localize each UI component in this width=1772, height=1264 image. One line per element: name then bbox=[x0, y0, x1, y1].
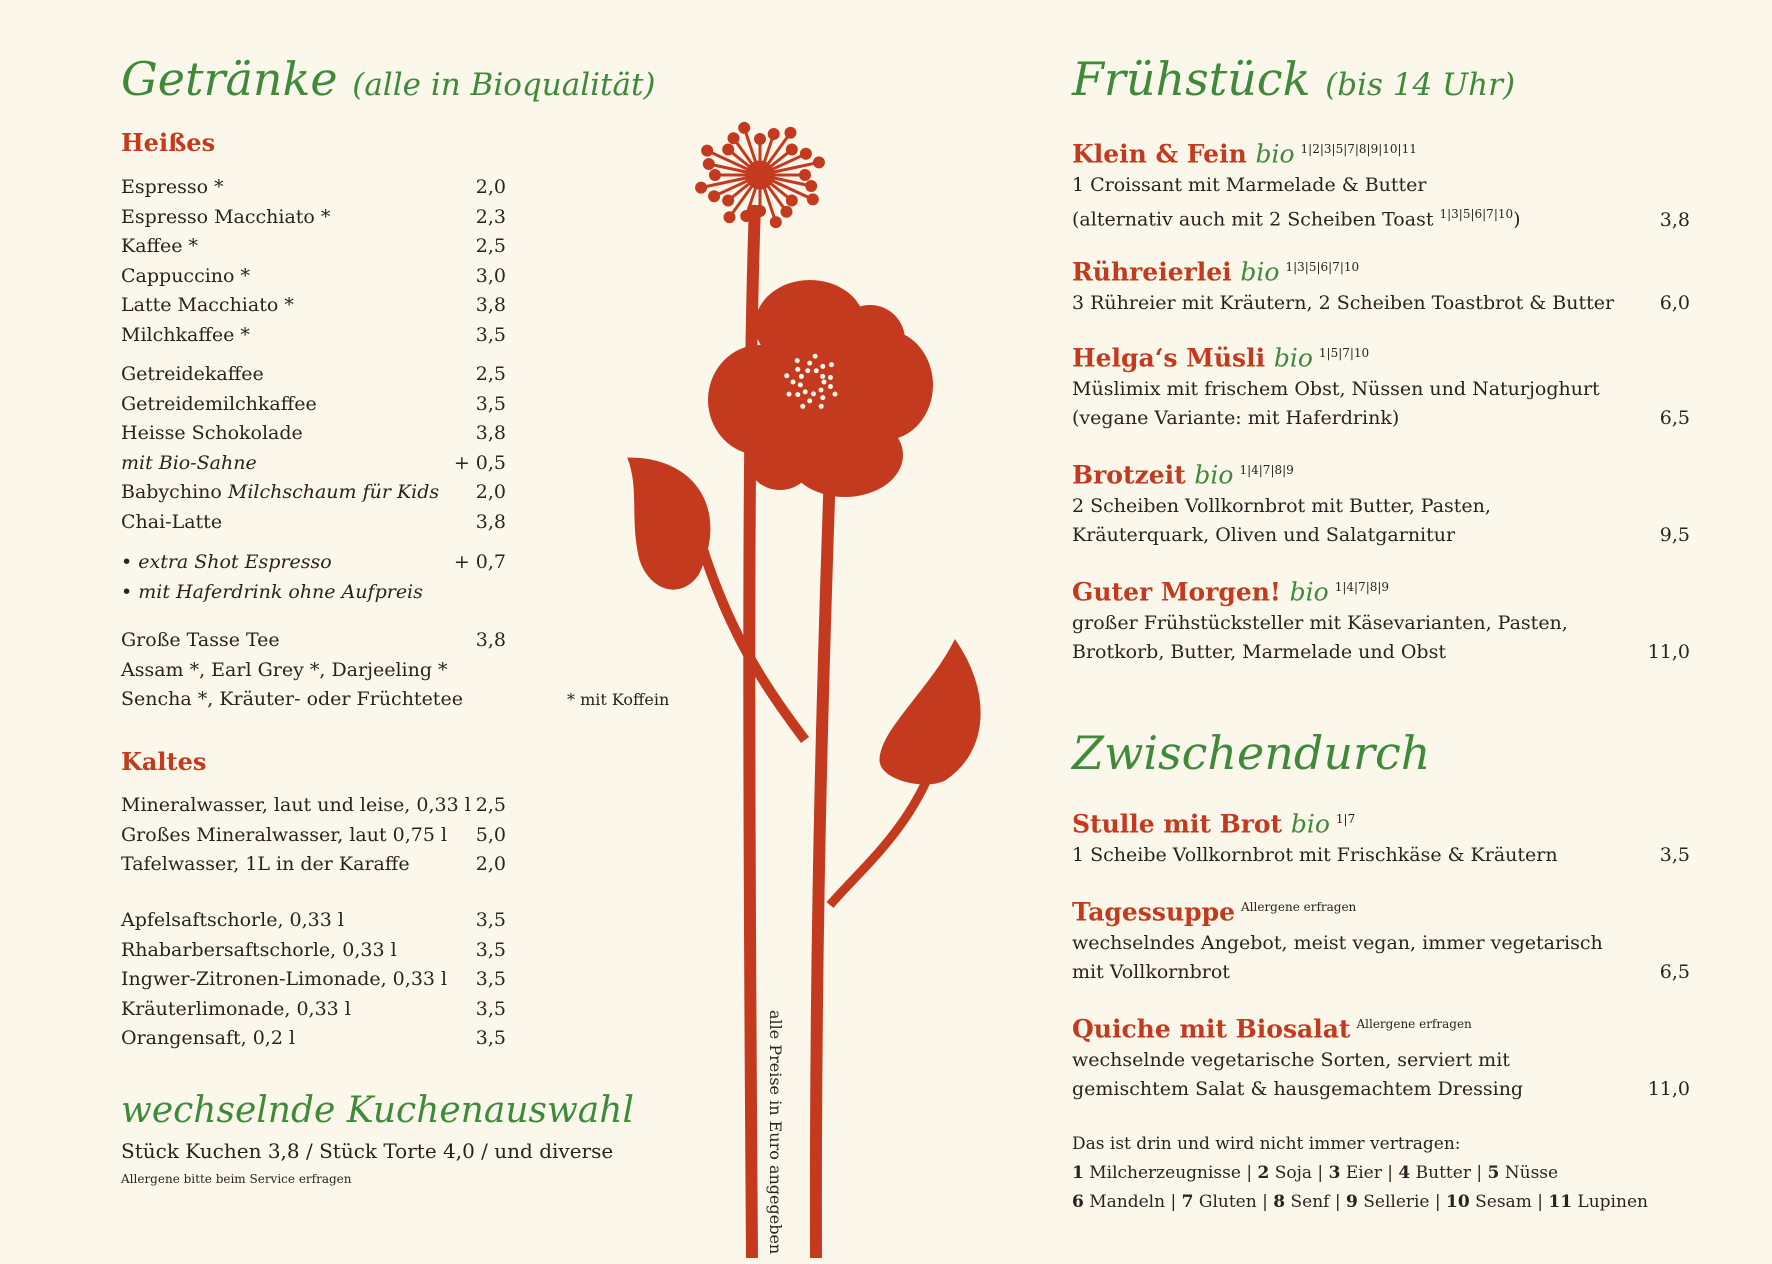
menu-item-title bbox=[1072, 1007, 1690, 1046]
menu-item-desc: 1 Croissant mit Marmelade & Butter bbox=[1072, 174, 1427, 197]
allergen-heading: Das ist drin und wird nicht immer vertragen: bbox=[1072, 1134, 1461, 1154]
menu-item-name: Helga‘s Müsli bbox=[1072, 343, 1266, 373]
menu-item-desc: Kräuterquark, Oliven und Salatgarnitur bbox=[1072, 524, 1456, 547]
drink-row bbox=[121, 850, 506, 878]
bio-label: bio bbox=[1289, 577, 1329, 607]
drink-price: 2,5 bbox=[475, 794, 506, 816]
bio-label: bio bbox=[1255, 139, 1295, 169]
drink-row bbox=[121, 791, 506, 819]
drink-price: 3,5 bbox=[475, 968, 506, 990]
drink-row bbox=[121, 449, 506, 477]
allergen-codes: 1|7 bbox=[1335, 812, 1356, 826]
allergen-sep: | bbox=[1429, 1192, 1447, 1212]
allergen-codes: Allergene erfragen bbox=[1241, 900, 1357, 914]
drink-name: Getreidekaffee bbox=[121, 363, 264, 385]
drink-name: Orangensaft, 0,2 l bbox=[121, 1027, 296, 1049]
allergen-codes: 1|4|7|8|9 bbox=[1239, 463, 1294, 477]
drink-row bbox=[121, 321, 506, 349]
drink-name: Heisse Schokolade bbox=[121, 422, 303, 444]
drink-row bbox=[121, 548, 506, 576]
flower-center-dot bbox=[828, 384, 833, 389]
menu-item-title bbox=[1072, 570, 1690, 609]
allergen-codes: 1|4|7|8|9 bbox=[1334, 580, 1390, 594]
allergen-num: 3 bbox=[1328, 1163, 1341, 1183]
breakfast-title-sub: (bis 14 Uhr) bbox=[1325, 67, 1516, 103]
drink-row bbox=[121, 360, 506, 388]
breakfast-title-text: Frühstück bbox=[1072, 52, 1311, 106]
drink-row bbox=[121, 232, 506, 260]
drink-price: 3,0 bbox=[475, 264, 506, 287]
drink-row bbox=[121, 936, 506, 964]
menu-item-desc: (vegane Variante: mit Haferdrink) bbox=[1072, 407, 1400, 430]
menu-item-price: 9,5 bbox=[1659, 524, 1690, 547]
drink-row bbox=[121, 173, 506, 201]
dandelion-seed bbox=[787, 145, 796, 154]
bio-label: bio bbox=[1240, 257, 1280, 287]
dandelion-seed bbox=[742, 211, 751, 220]
drink-name: Kaffee * bbox=[121, 235, 199, 257]
drink-price: 3,8 bbox=[475, 510, 506, 533]
drink-price: 3,5 bbox=[475, 1027, 506, 1049]
drink-row bbox=[121, 478, 506, 506]
flower-center-dot bbox=[833, 392, 838, 397]
allergen-name: Lupinen bbox=[1572, 1192, 1648, 1212]
dandelion-seed bbox=[769, 130, 778, 139]
dandelion-seed bbox=[771, 218, 780, 227]
allergen-name: Gluten bbox=[1193, 1192, 1257, 1212]
allergen-sep: | bbox=[1165, 1192, 1182, 1212]
menu-item-name: Klein & Fein bbox=[1072, 139, 1247, 169]
allergen-num: 1 bbox=[1072, 1163, 1084, 1183]
drink-row bbox=[121, 906, 506, 934]
drink-row bbox=[121, 508, 506, 536]
allergen-num: 9 bbox=[1345, 1192, 1358, 1212]
allergen-codes: 1|2|3|5|7|8|9|10|11 bbox=[1300, 142, 1417, 156]
drink-name: Ingwer-Zitronen-Limonade, 0,33 l bbox=[121, 968, 448, 990]
drink-price: 3,5 bbox=[475, 909, 506, 931]
menu-item-desc: 2 Scheiben Vollkornbrot mit Butter, Pasten, bbox=[1072, 495, 1491, 518]
menu-item-desc: gemischtem Salat & hausgemachtem Dressing bbox=[1072, 1078, 1524, 1101]
allergen-codes: 1|3|5|6|7|10 bbox=[1285, 260, 1360, 274]
flower-center-dot bbox=[814, 368, 819, 373]
dandelion-seed bbox=[756, 135, 765, 144]
menu-item-name: Quiche mit Biosalat bbox=[1072, 1014, 1351, 1044]
menu-item-title bbox=[1072, 132, 1690, 171]
flower-center-dot bbox=[795, 358, 800, 363]
dandelion-seed bbox=[801, 171, 810, 180]
flower-center-dot bbox=[820, 364, 825, 369]
drink-row bbox=[121, 578, 506, 606]
drink-price: + 0,5 bbox=[453, 451, 506, 474]
menu-item-desc: Müslimix mit frischem Obst, Nüssen und Naturjoghurt bbox=[1072, 378, 1600, 401]
flower-center-dot bbox=[805, 368, 810, 373]
menu-item-name: Rühreierlei bbox=[1072, 257, 1232, 287]
dandelion-seed bbox=[703, 146, 712, 155]
allergen-sep: | bbox=[1240, 1163, 1258, 1183]
drink-name: Großes Mineralwasser, laut 0,75 l bbox=[121, 823, 448, 846]
drink-row bbox=[121, 995, 506, 1023]
snack-title: Zwischendurch bbox=[1072, 726, 1431, 780]
dandelion-seed bbox=[814, 158, 823, 167]
allergen-codes: Allergene erfragen bbox=[1356, 1017, 1472, 1031]
flower-center-dot bbox=[811, 391, 816, 396]
menu-item bbox=[1072, 802, 1690, 870]
drink-row bbox=[121, 626, 506, 654]
menu-item bbox=[1072, 453, 1690, 550]
price-note: alle Preise in Euro angegeben bbox=[766, 1010, 785, 1255]
drink-price: 3,5 bbox=[475, 997, 506, 1020]
flower-center-dot bbox=[803, 389, 808, 394]
flower-center-dot bbox=[800, 404, 805, 409]
menu-item-desc: Brotkorb, Butter, Marmelade und Obst bbox=[1072, 641, 1446, 664]
drink-row bbox=[121, 291, 506, 319]
flower-center-dot bbox=[818, 387, 823, 392]
drink-price: 3,5 bbox=[475, 392, 506, 415]
allergen-sep: | bbox=[1329, 1192, 1346, 1212]
dandelion-seed bbox=[704, 160, 713, 169]
flower-center-dot bbox=[819, 404, 824, 409]
drink-name: Apfelsaftschorle, 0,33 l bbox=[121, 909, 344, 931]
allergen-sep: | bbox=[1312, 1163, 1329, 1183]
drink-name: Milchkaffee * bbox=[121, 323, 250, 346]
allergen-num: 11 bbox=[1548, 1192, 1573, 1212]
allergen-num: 6 bbox=[1072, 1192, 1084, 1212]
menu-item-title bbox=[1072, 802, 1690, 841]
menu-item-price: 6,0 bbox=[1659, 292, 1690, 315]
menu-item-desc: wechselnde vegetarische Sorten, serviert mit bbox=[1072, 1049, 1510, 1072]
menu-item-name: Brotzeit bbox=[1072, 460, 1186, 490]
drink-name: Mineralwasser, laut und leise, 0,33 l bbox=[121, 794, 471, 816]
dandelion-seed bbox=[729, 134, 738, 143]
breakfast-title bbox=[1072, 52, 1515, 106]
allergen-name: Mandeln bbox=[1083, 1192, 1166, 1212]
flower-center-dot bbox=[784, 373, 789, 378]
drink-price: 2,5 bbox=[475, 363, 506, 385]
allergen-name: Butter bbox=[1410, 1163, 1471, 1183]
flower-center-dot bbox=[829, 362, 834, 367]
flower-center-dot bbox=[822, 380, 827, 385]
menu-item-price: 3,5 bbox=[1659, 844, 1690, 867]
drink-name: Chai-Latte bbox=[121, 510, 223, 533]
menu-item-title bbox=[1072, 453, 1690, 492]
dandelion-seed bbox=[724, 145, 733, 154]
flower-center-dot bbox=[807, 361, 812, 366]
drink-row bbox=[121, 203, 506, 231]
menu-item-desc: großer Frühstücksteller mit Käsevarianten, Pasten, bbox=[1072, 612, 1568, 635]
drink-row bbox=[121, 965, 506, 993]
menu-item-name: Stulle mit Brot bbox=[1072, 809, 1283, 839]
allergen-list-1 bbox=[1072, 1163, 1558, 1183]
drink-name: Cappuccino * bbox=[121, 264, 251, 287]
drink-row bbox=[121, 656, 506, 684]
allergen-num: 2 bbox=[1257, 1163, 1270, 1183]
flower-center-dot bbox=[791, 380, 796, 385]
drink-name: Latte Macchiato * bbox=[121, 294, 294, 316]
drink-price: 3,8 bbox=[475, 422, 506, 444]
menu-item bbox=[1072, 132, 1690, 235]
cake-text: Stück Kuchen 3,8 / Stück Torte 4,0 / und diverse bbox=[121, 1139, 614, 1163]
allergen-num: 7 bbox=[1181, 1192, 1194, 1212]
allergen-num: 10 bbox=[1446, 1192, 1470, 1212]
flower-center-dot bbox=[828, 375, 833, 380]
allergen-codes: 1|5|7|10 bbox=[1318, 346, 1370, 360]
drink-name: mit Bio-Sahne bbox=[121, 451, 257, 474]
allergen-num: 4 bbox=[1398, 1163, 1411, 1183]
cake-heading: wechselnde Kuchenauswahl bbox=[121, 1090, 634, 1131]
drink-name: Babychino Milchschaum für Kids bbox=[121, 481, 440, 503]
menu-item bbox=[1072, 336, 1690, 433]
menu-item-name: Tagessuppe bbox=[1072, 897, 1235, 927]
menu-item-title bbox=[1072, 336, 1690, 375]
drink-row bbox=[121, 821, 506, 849]
menu-item-price: 11,0 bbox=[1647, 1078, 1690, 1101]
menu-item bbox=[1072, 570, 1690, 667]
drink-price: 2,3 bbox=[475, 205, 506, 228]
bio-label: bio bbox=[1194, 460, 1234, 490]
drink-name-extra: Milchschaum für Kids bbox=[227, 481, 440, 503]
drink-name: • mit Haferdrink ohne Aufpreis bbox=[121, 580, 423, 603]
allergen-sep: | bbox=[1256, 1192, 1274, 1212]
drink-price: + 0,7 bbox=[453, 551, 506, 573]
drink-price: 3,5 bbox=[475, 938, 506, 961]
dandelion-seed bbox=[808, 195, 817, 204]
dandelion-seed bbox=[725, 213, 734, 222]
allergen-codes: 1|3|5|6|7|10 bbox=[1439, 207, 1514, 222]
cold-drinks-heading: Kaltes bbox=[121, 747, 207, 776]
dandelion-seed bbox=[786, 128, 795, 137]
drink-price: 3,5 bbox=[475, 323, 506, 346]
dandelion-seed bbox=[801, 149, 810, 158]
cake-allergen-note: Allergene bitte beim Service erfragen bbox=[121, 1172, 352, 1186]
drink-price: 3,8 bbox=[475, 294, 506, 316]
menu-item-desc: (alternativ auch mit 2 Scheiben Toast $^{1|3|5|6|7|10}$) bbox=[1072, 207, 1521, 231]
dandelion-seed bbox=[787, 196, 796, 205]
drink-price: 2,0 bbox=[475, 853, 506, 875]
drink-price: 5,0 bbox=[475, 823, 506, 846]
dandelion-seed bbox=[710, 192, 719, 201]
allergen-sep: | bbox=[1531, 1192, 1549, 1212]
hot-drinks-heading: Heißes bbox=[121, 128, 216, 157]
drinks-title bbox=[121, 52, 656, 106]
menu-item-price: 6,5 bbox=[1659, 407, 1690, 430]
flower-center-dot bbox=[820, 395, 825, 400]
dandelion-seed bbox=[756, 207, 765, 216]
flower-center-dot bbox=[795, 392, 800, 397]
drink-name: • extra Shot Espresso bbox=[121, 551, 332, 573]
menu-item-name: Guter Morgen! bbox=[1072, 577, 1281, 607]
drink-name: Espresso * bbox=[121, 176, 224, 198]
flower-illustration-icon bbox=[600, 110, 1000, 1260]
allergen-list-2 bbox=[1072, 1192, 1648, 1212]
dandelion-seed bbox=[782, 207, 791, 216]
drinks-title-text: Getränke bbox=[121, 52, 338, 106]
allergen-name: Nüsse bbox=[1499, 1163, 1559, 1183]
menu-item bbox=[1072, 250, 1690, 318]
drink-name: Assam *, Earl Grey *, Darjeeling * bbox=[121, 658, 448, 681]
allergen-name: Senf bbox=[1285, 1192, 1330, 1212]
flower-center-dot bbox=[786, 392, 791, 397]
bio-label: bio bbox=[1290, 809, 1330, 839]
allergen-name: Sellerie bbox=[1357, 1192, 1430, 1212]
drink-name: Getreidemilchkaffee bbox=[121, 392, 317, 415]
caffeine-note: * mit Koffein bbox=[567, 690, 670, 709]
menu-item-title bbox=[1072, 250, 1690, 289]
dandelion-seed bbox=[724, 196, 733, 205]
drink-row bbox=[121, 685, 506, 713]
drink-name: Kräuterlimonade, 0,33 l bbox=[121, 997, 351, 1020]
drink-price: 2,5 bbox=[475, 235, 506, 257]
menu-item-price: 3,8 bbox=[1659, 208, 1690, 231]
dandelion-seed bbox=[697, 183, 706, 192]
dandelion-seed bbox=[711, 171, 720, 180]
flower-center-dot bbox=[799, 374, 804, 379]
flower-center-dot bbox=[813, 354, 818, 359]
drink-price: 3,8 bbox=[475, 629, 506, 651]
drink-price: 2,0 bbox=[475, 176, 506, 198]
flower-center-dot bbox=[798, 382, 803, 387]
drink-row bbox=[121, 1024, 506, 1052]
allergen-num: 5 bbox=[1487, 1163, 1500, 1183]
dandelion-seed bbox=[807, 181, 816, 190]
flower-center-dot bbox=[807, 398, 812, 403]
menu-item-desc: 1 Scheibe Vollkornbrot mit Frischkäse & Kräutern bbox=[1072, 844, 1558, 867]
menu-item-price: 6,5 bbox=[1659, 961, 1690, 984]
menu-item bbox=[1072, 890, 1690, 987]
bio-label: bio bbox=[1273, 343, 1313, 373]
drinks-title-sub: (alle in Bioqualität) bbox=[352, 67, 656, 103]
menu-item bbox=[1072, 1007, 1690, 1104]
drink-row bbox=[121, 419, 506, 447]
drink-name: Sencha *, Kräuter- oder Früchtetee bbox=[121, 688, 463, 710]
flower-center-dot bbox=[795, 367, 800, 372]
drink-name: Rhabarbersaftschorle, 0,33 l bbox=[121, 938, 397, 961]
drink-name: Große Tasse Tee bbox=[121, 629, 280, 651]
allergen-name: Milcherzeugnisse bbox=[1083, 1163, 1241, 1183]
allergen-name: Soja bbox=[1269, 1163, 1313, 1183]
allergen-num: 8 bbox=[1273, 1192, 1286, 1212]
menu-item-title bbox=[1072, 890, 1690, 929]
menu-item-desc: 3 Rühreier mit Kräutern, 2 Scheiben Toastbrot & Butter bbox=[1072, 292, 1615, 315]
allergen-sep: | bbox=[1470, 1163, 1488, 1183]
menu-item-desc: wechselndes Angebot, meist vegan, immer vegetarisch bbox=[1072, 932, 1603, 955]
drink-row bbox=[121, 262, 506, 290]
allergen-name: Eier bbox=[1340, 1163, 1382, 1183]
drink-name: Espresso Macchiato * bbox=[121, 205, 331, 228]
flower-center-dot bbox=[820, 374, 825, 379]
drink-row bbox=[121, 390, 506, 418]
drink-name: Tafelwasser, 1L in der Karaffe bbox=[121, 853, 410, 875]
menu-item-price: 11,0 bbox=[1647, 641, 1690, 664]
allergen-name: Sesam bbox=[1469, 1192, 1532, 1212]
allergen-sep: | bbox=[1381, 1163, 1399, 1183]
menu-item-desc: mit Vollkornbrot bbox=[1072, 961, 1230, 984]
drink-price: 2,0 bbox=[475, 481, 506, 503]
dandelion-seed bbox=[740, 123, 749, 132]
